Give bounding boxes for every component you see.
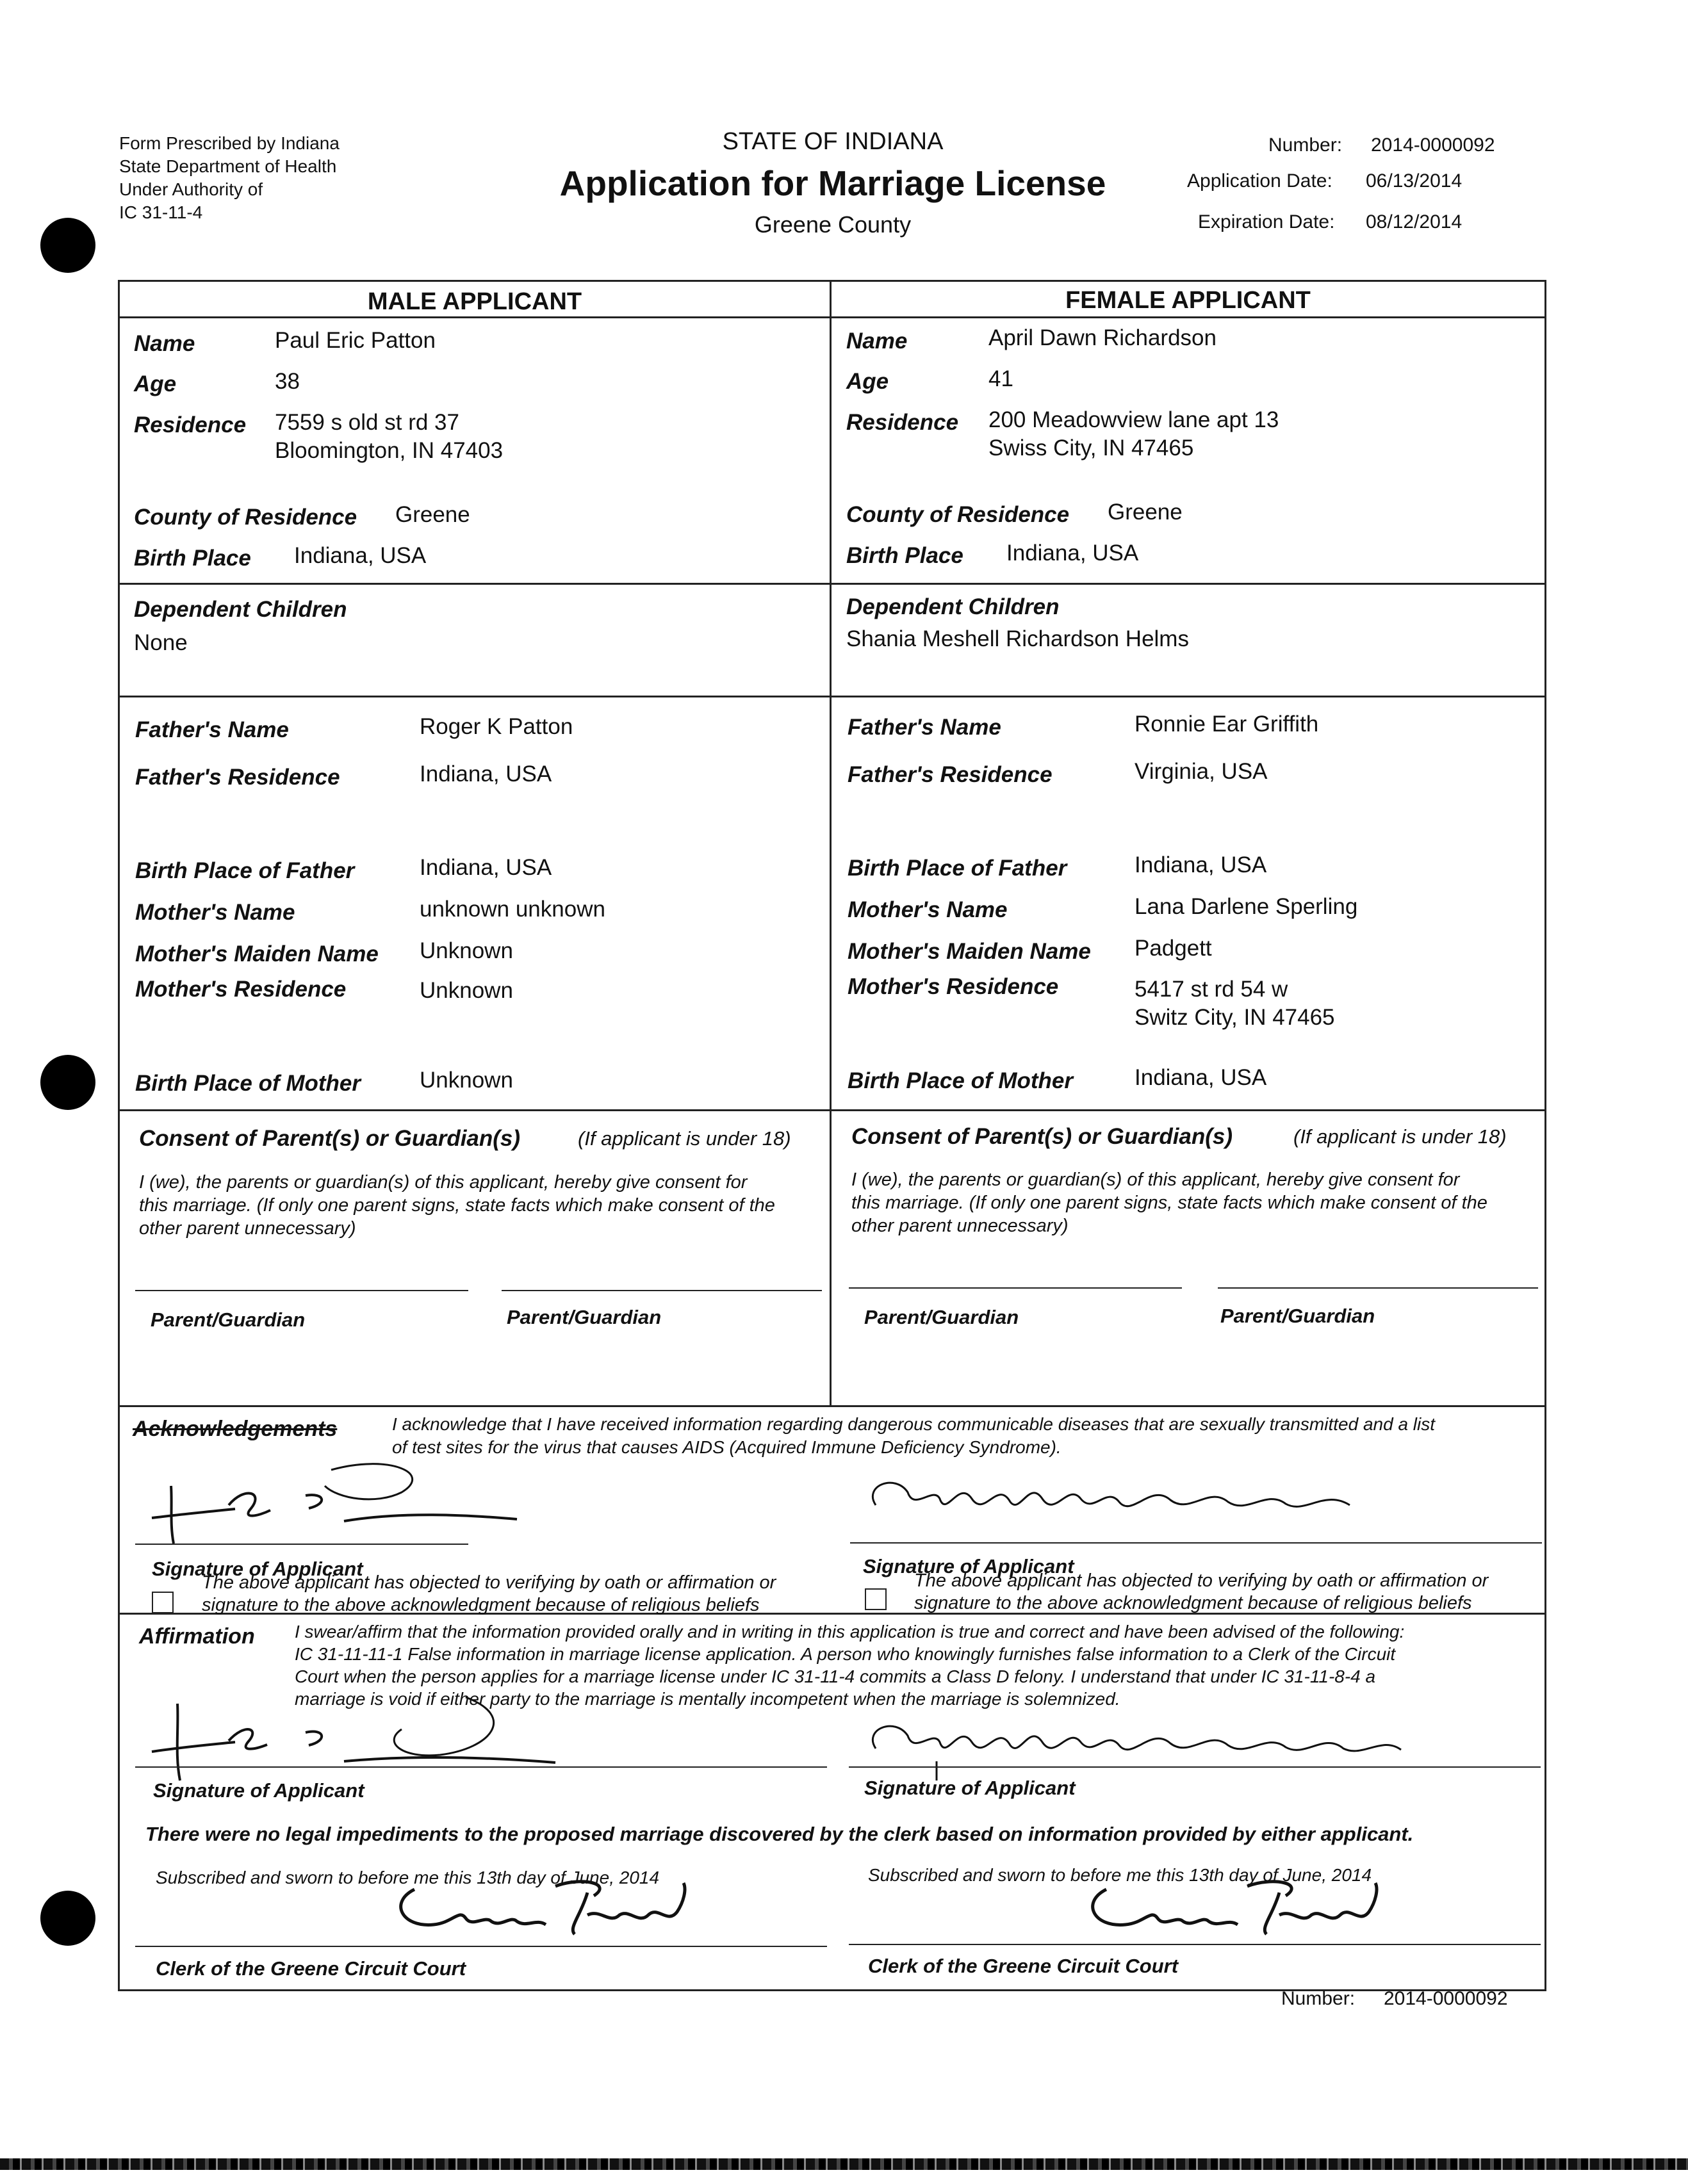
male-affirm-signature: [133, 1691, 837, 1787]
female-ack-signature: [850, 1454, 1491, 1537]
consent-bottom-line: [120, 1405, 1545, 1407]
male-ack-signature: [133, 1447, 837, 1550]
male-mother-maiden-label: Mother's Maiden Name: [135, 941, 379, 966]
punch-hole-middle: [40, 1055, 95, 1110]
female-dependent-label: Dependent Children: [846, 594, 1060, 619]
impediments-statement: There were no legal impediments to the proposed marriage discovered by the clerk based on information provided by either applicant.: [145, 1823, 1414, 1845]
expiration-date-label: Expiration Date:: [1198, 211, 1335, 232]
male-consent-text-3: other parent unnecessary): [139, 1218, 356, 1239]
form-prescribed-block: [119, 132, 340, 224]
prescribed-line: IC 31-11-4: [119, 202, 203, 222]
female-ack-signature-label: Signature of Applicant: [863, 1555, 1074, 1577]
male-age-label: Age: [134, 371, 177, 396]
punch-hole-bottom: [40, 1891, 95, 1946]
application-form: [118, 280, 1546, 1991]
female-birth-mother-value: Indiana, USA: [1135, 1065, 1267, 1090]
male-mother-name-value: unknown unknown: [420, 897, 605, 922]
female-consent-text-2: this marriage. (If only one parent signs, state facts which make consent of the: [851, 1193, 1487, 1213]
male-mother-name-label: Mother's Name: [135, 900, 295, 925]
male-residence-line1: 7559 s old st rd 37: [275, 410, 459, 435]
female-parent-guardian-2: Parent/Guardian: [1220, 1305, 1375, 1327]
male-ack-signature-label: Signature of Applicant: [152, 1558, 363, 1580]
prescribed-line: State Department of Health: [119, 156, 337, 176]
male-mother-maiden-value: Unknown: [420, 938, 513, 963]
female-mother-res-line1: 5417 st rd 54 w: [1135, 977, 1288, 1002]
footer-number-value: 2014-0000092: [1384, 1988, 1508, 2009]
footer-number-label: Number:: [1281, 1988, 1356, 2009]
page-title: Application for Marriage License: [559, 163, 1106, 203]
female-age-value: 41: [988, 366, 1013, 391]
male-mother-res-label: Mother's Residence: [135, 977, 347, 1002]
punch-hole-top: [40, 218, 95, 273]
prescribed-line: Under Authority of: [119, 179, 263, 199]
male-birth-mother-value: Unknown: [420, 1068, 513, 1093]
male-dependent-label: Dependent Children: [134, 597, 347, 622]
female-birth-place-value: Indiana, USA: [1006, 541, 1139, 566]
male-objected-text-2: signature to the above acknowledgment because of religious beliefs: [202, 1595, 760, 1615]
female-residence-line1: 200 Meadowview lane apt 13: [988, 407, 1279, 432]
male-parent-sig-line-1[interactable]: [135, 1290, 468, 1291]
male-mother-res-line1: Unknown: [420, 978, 513, 1003]
female-mother-res-line2: Switz City, IN 47465: [1135, 1005, 1335, 1030]
male-consent-text-2: this marriage. (If only one parent signs, state facts which make consent of the: [139, 1195, 775, 1216]
affirmation-text-1: I swear/affirm that the information provided orally and in writing in this application is true and correct and have been advised of the following:: [295, 1622, 1405, 1642]
female-father-res-label: Father's Residence: [848, 762, 1053, 787]
female-dependent-value: Shania Meshell Richardson Helms: [846, 626, 1189, 651]
acknowledgement-text-2: of test sites for the virus that causes AIDS (Acquired Immune Deficiency Syndrome).: [392, 1437, 1061, 1457]
female-affirm-signature-label: Signature of Applicant: [864, 1777, 1076, 1799]
male-county-label: County of Residence: [134, 505, 357, 530]
number-label: Number:: [1268, 134, 1343, 156]
female-parent-guardian-1: Parent/Guardian: [864, 1306, 1019, 1328]
male-county-value: Greene: [395, 502, 470, 527]
female-birth-father-label: Birth Place of Father: [848, 856, 1067, 881]
male-birth-father-value: Indiana, USA: [420, 855, 552, 880]
male-clerk-sig-line[interactable]: [135, 1946, 827, 1947]
application-date-value: 06/13/2014: [1366, 170, 1463, 192]
female-birth-mother-label: Birth Place of Mother: [848, 1068, 1073, 1093]
female-objected-checkbox[interactable]: [865, 1588, 887, 1610]
female-subscribed-text: Subscribed and sworn to before me this 13th day of June, 2014: [868, 1865, 1372, 1885]
state-heading: STATE OF INDIANA: [722, 128, 944, 155]
male-father-name-value: Roger K Patton: [420, 714, 573, 739]
female-name-value: April Dawn Richardson: [988, 325, 1217, 350]
male-consent-note: (If applicant is under 18): [578, 1127, 791, 1150]
female-mother-maiden-value: Padgett: [1135, 936, 1212, 961]
female-clerk-signature: [1068, 1864, 1388, 1947]
county-heading: Greene County: [754, 211, 912, 238]
female-consent-note: (If applicant is under 18): [1293, 1125, 1507, 1148]
male-consent-text-1: I (we), the parents or guardian(s) of this applicant, hereby give consent for: [139, 1172, 748, 1193]
male-affirm-sig-line[interactable]: [135, 1766, 827, 1768]
female-mother-name-value: Lana Darlene Sperling: [1135, 894, 1358, 919]
male-subscribed-text: Subscribed and sworn to before me this 13th day of June, 2014: [156, 1868, 660, 1887]
male-clerk-signature: [376, 1864, 696, 1947]
female-objected-text-2: signature to the above acknowledgment because of religious beliefs: [914, 1593, 1472, 1613]
female-father-res-value: Virginia, USA: [1135, 759, 1268, 784]
female-mother-maiden-label: Mother's Maiden Name: [848, 939, 1091, 964]
male-objected-text-1: The above applicant has objected to verifying by oath or affirmation or: [202, 1572, 776, 1593]
male-parent-guardian-1: Parent/Guardian: [151, 1308, 306, 1331]
female-father-name-label: Father's Name: [848, 715, 1001, 740]
female-county-value: Greene: [1108, 500, 1183, 525]
female-birth-father-value: Indiana, USA: [1135, 852, 1267, 877]
affirmation-text-3: Court when the person applies for a marriage license under IC 31-11-4 commits a Class D felony. I understand that under IC 31-11-8-4 a: [295, 1667, 1376, 1686]
male-affirm-signature-label: Signature of Applicant: [153, 1779, 365, 1802]
male-birth-place-label: Birth Place: [134, 546, 251, 571]
male-birth-place-value: Indiana, USA: [294, 543, 427, 568]
female-father-name-value: Ronnie Ear Griffith: [1135, 712, 1319, 737]
male-age-value: 38: [275, 369, 300, 394]
female-residence-line2: Swiss City, IN 47465: [988, 436, 1194, 460]
male-parent-guardian-2: Parent/Guardian: [507, 1306, 662, 1328]
female-objected-text-1: The above applicant has objected to verifying by oath or affirmation or: [914, 1570, 1489, 1591]
scan-edge-strip: [0, 2158, 1688, 2170]
number-value: 2014-0000092: [1371, 134, 1495, 156]
female-clerk-label: Clerk of the Greene Circuit Court: [868, 1955, 1179, 1977]
female-ack-sig-line[interactable]: [850, 1542, 1542, 1544]
affirmation-text-4: marriage is void if either party to the marriage is mentally incompetent when the marriage is solemnized.: [295, 1689, 1120, 1709]
application-date-label: Application Date:: [1187, 170, 1332, 192]
male-objected-checkbox[interactable]: [152, 1592, 174, 1613]
female-applicant-heading: FEMALE APPLICANT: [1065, 287, 1311, 314]
female-clerk-sig-line[interactable]: [849, 1944, 1541, 1945]
female-parent-sig-line-2[interactable]: [1218, 1287, 1538, 1289]
male-residence-line2: Bloomington, IN 47403: [275, 438, 504, 463]
female-county-label: County of Residence: [846, 502, 1070, 527]
male-ack-sig-line[interactable]: [135, 1544, 468, 1545]
affirmation-label: Affirmation: [139, 1624, 255, 1649]
male-clerk-label: Clerk of the Greene Circuit Court: [156, 1957, 466, 1980]
female-mother-name-label: Mother's Name: [848, 897, 1008, 922]
male-father-name-label: Father's Name: [135, 717, 289, 742]
male-birth-father-label: Birth Place of Father: [135, 858, 355, 883]
heading-row-line: [120, 316, 1545, 318]
female-parent-sig-line-1[interactable]: [849, 1287, 1182, 1289]
female-name-label: Name: [846, 329, 908, 354]
female-consent-label: Consent of Parent(s) or Guardian(s): [851, 1124, 1233, 1149]
female-affirm-sig-line[interactable]: [849, 1766, 1541, 1768]
affirmation-text-2: IC 31-11-11-1 False information in marriage license application. A person who knowingly furnishes false information to a Clerk of the Circuit: [295, 1644, 1396, 1664]
female-consent-text-3: other parent unnecessary): [851, 1216, 1069, 1236]
male-father-res-value: Indiana, USA: [420, 762, 552, 786]
male-name-value: Paul Eric Patton: [275, 328, 436, 353]
male-birth-mother-label: Birth Place of Mother: [135, 1071, 361, 1096]
male-dependent-value: None: [134, 630, 188, 655]
male-residence-label: Residence: [134, 412, 247, 437]
male-applicant-heading: MALE APPLICANT: [367, 288, 582, 315]
dependent-bottom-line: [120, 696, 1545, 697]
female-birth-place-label: Birth Place: [846, 543, 963, 568]
column-divider: [830, 282, 832, 1405]
female-mother-res-label: Mother's Residence: [848, 974, 1059, 999]
female-residence-label: Residence: [846, 410, 959, 435]
acknowledgement-text-1: I acknowledge that I have received information regarding dangerous communicable diseases that are sexually transmitted and a list: [392, 1414, 1436, 1434]
female-consent-text-1: I (we), the parents or guardian(s) of this applicant, hereby give consent for: [851, 1169, 1460, 1190]
acknowledgements-label: Acknowledgements: [133, 1417, 338, 1441]
male-father-res-label: Father's Residence: [135, 765, 340, 790]
expiration-date-value: 08/12/2014: [1366, 211, 1463, 232]
consent-top-line: [120, 1109, 1545, 1111]
male-name-label: Name: [134, 331, 195, 356]
female-age-label: Age: [846, 369, 889, 394]
prescribed-line: Form Prescribed by Indiana: [119, 133, 340, 153]
male-consent-label: Consent of Parent(s) or Guardian(s): [139, 1126, 521, 1151]
male-parent-sig-line-2[interactable]: [502, 1290, 822, 1291]
dependent-top-line: [120, 583, 1545, 585]
